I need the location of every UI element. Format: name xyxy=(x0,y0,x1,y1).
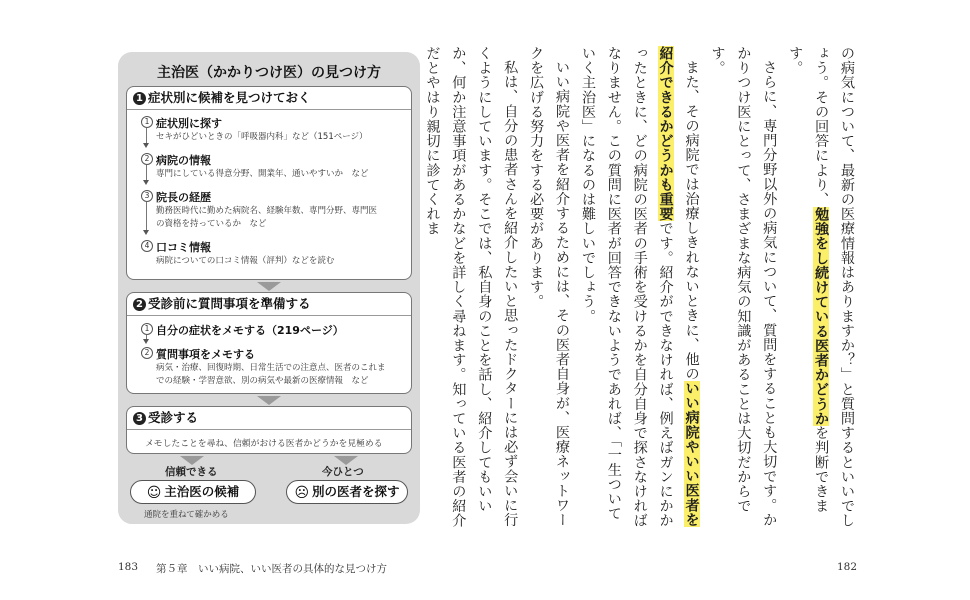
connector-line xyxy=(146,202,147,230)
item-desc xyxy=(156,205,377,230)
step-1-number: 1 xyxy=(133,92,146,105)
item-label: 症状別に探す xyxy=(156,117,222,130)
step-3-text: メモしたことを尋ね、信頼がおける医者かどうかを見極める xyxy=(145,439,383,449)
connector-line xyxy=(146,128,147,143)
step-arrow-icon xyxy=(257,396,281,405)
step-1-box xyxy=(126,86,412,280)
item-number: 1 xyxy=(141,116,153,128)
body-text xyxy=(424,46,859,532)
step-2-number: 2 xyxy=(133,298,146,311)
step-arrow-icon xyxy=(257,282,281,291)
item-label: 口コミ情報 xyxy=(156,241,211,254)
text-run: です。紹介ができなければ、例えばガンにかかったときに、どの病院の医者の手術を受けるかを自分自身で探さなければなりません。この質問に医者が回答できないようであれば、「一生ついていく主治医」になるのは難しいでしょう。 xyxy=(579,46,674,528)
item-number: 1 xyxy=(141,323,153,335)
down-arrow-icon xyxy=(143,180,149,185)
item-desc: 病院についての口コミ情報（評判）などを読む xyxy=(156,256,335,266)
paragraph: いい病院や医者を紹介するためには、その医者自身が、医療ネットワークを広げる努力をする必要があります。 xyxy=(528,46,571,528)
step-1-heading xyxy=(127,87,411,110)
step-1-title: 症状別に候補を見つけておく xyxy=(148,90,311,105)
left-page-number: 183 xyxy=(118,561,139,573)
item-desc-line: 勤務医時代に勤めた病院名、経験年数、専門分野、専門医 xyxy=(156,206,378,216)
item-desc-line: 病気・治療、回復時期、日常生活での注意点、医者のこれま xyxy=(156,363,386,373)
item-desc-line: での経験・学習意欲、別の病気や最新の医療情報 など xyxy=(156,375,369,386)
paragraph: 私は、自分の患者さんを紹介したいと思ったドクターには必ず会いに行くようにしています。そこでは、私自身のことを話し、紹介してもいいか、何か注意事項があるかなどを詳しく尋ねます。知っている医者の紹介だとやはり親切に診てくれま xyxy=(424,46,519,528)
paragraph xyxy=(574,46,704,532)
primary-doctor-candidate-pill xyxy=(130,480,256,504)
text-run: また、その病院では治療しきれないときに、他の xyxy=(683,60,700,382)
item-label: 自分の症状をメモする（219ページ） xyxy=(156,324,344,337)
step-3-heading xyxy=(127,407,411,430)
step-2-heading xyxy=(127,293,411,316)
find-other-doctor-pill xyxy=(286,480,408,504)
item-desc: セキがひどいときの「呼吸器内科」など（151ページ） xyxy=(156,132,368,142)
outcome-label-good: 信頼できる xyxy=(165,466,218,478)
item-number: 3 xyxy=(141,190,153,202)
chapter-title: 第５章 いい病院、いい医者の具体的な見つけ方 xyxy=(156,563,387,575)
down-arrow-icon xyxy=(143,143,149,148)
item-desc xyxy=(156,362,386,387)
item-label: 病院の情報 xyxy=(156,154,211,167)
outcome-note: 通院を重ねて確かめる xyxy=(144,510,229,520)
pill-label: 別の医者を探す xyxy=(312,484,400,499)
item-number: 4 xyxy=(141,240,153,252)
highlighted-text: いい病院やいい医者を紹介できるかどうかも重要 xyxy=(657,46,700,528)
step-3-number: 3 xyxy=(133,412,146,425)
right-page-number: 182 xyxy=(837,561,858,573)
paragraph xyxy=(781,46,859,532)
frown-face-icon: ☹ xyxy=(294,485,310,501)
item-label: 院長の経歴 xyxy=(156,191,211,204)
item-desc: 専門にしている得意分野、開業年、通いやすいか など xyxy=(156,169,369,179)
item-desc-line: の資格を持っているか など xyxy=(156,218,267,229)
pill-label: 主治医の候補 xyxy=(164,484,240,499)
flowchart-title: 主治医（かかりつけ医）の見つけ方 xyxy=(157,65,381,81)
item-number: 2 xyxy=(141,153,153,165)
flowchart-panel xyxy=(118,52,420,524)
step-3-box xyxy=(126,406,412,454)
item-number: 2 xyxy=(141,347,153,359)
text-run: の病気について、最新の医療情報はありますか？」と質問するといいでしょう。その回答により、 xyxy=(813,46,855,528)
paragraph: さらに、専門分野以外の病気について、質問をすることも大切です。かかりつけ医にとって、さまざまな病気の知識があることは大切だからです。 xyxy=(709,46,778,528)
item-label: 質問事項をメモする xyxy=(156,348,255,361)
highlighted-text: 勉強をし続けている医者かどうか xyxy=(813,206,830,426)
step-2-title: 受診前に質問事項を準備する xyxy=(148,296,311,311)
step-3-title: 受診する xyxy=(148,410,199,425)
smile-face-icon: ☺ xyxy=(146,485,162,501)
step-2-box xyxy=(126,292,412,394)
text-run: を判断できます。 xyxy=(787,46,830,514)
connector-line xyxy=(146,165,147,180)
outcome-label-bad: 今ひとつ xyxy=(322,466,364,478)
down-arrow-icon xyxy=(143,230,149,235)
down-arrow-icon xyxy=(143,339,149,344)
